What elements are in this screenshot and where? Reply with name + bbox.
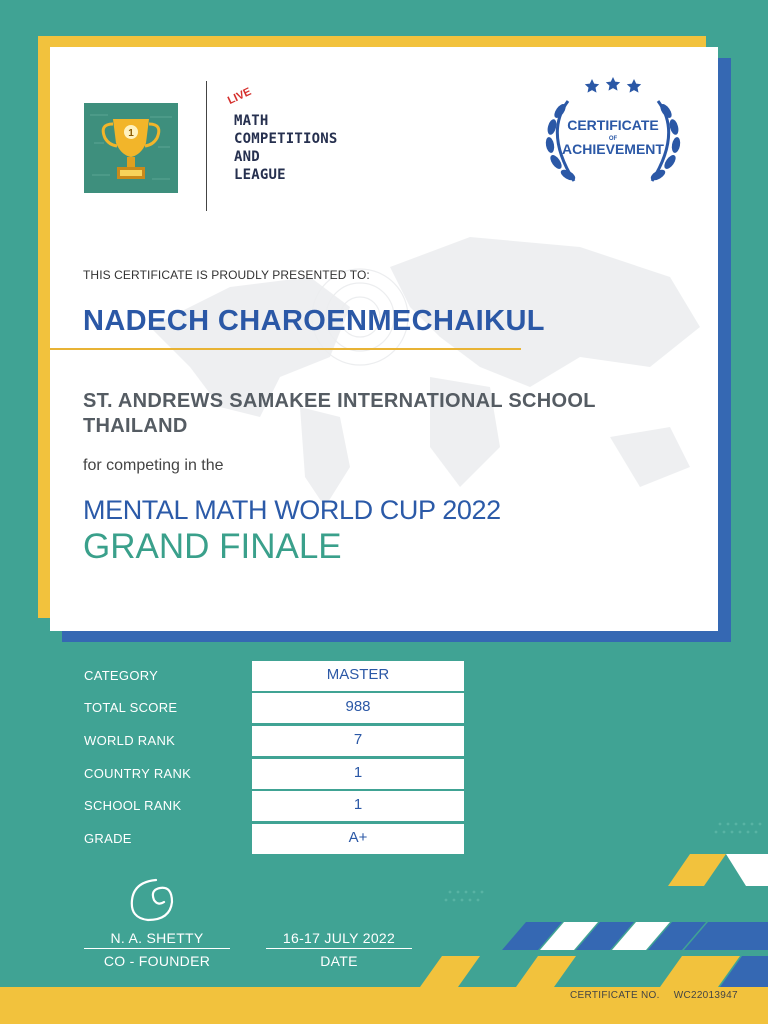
competing-text: for competing in the bbox=[83, 457, 224, 474]
date-label: DATE bbox=[320, 953, 358, 969]
signatory-divider bbox=[84, 948, 230, 949]
award-line-2: OF bbox=[608, 136, 618, 142]
achievement-badge bbox=[538, 73, 688, 197]
star-icons bbox=[585, 77, 641, 93]
stat-label-country-rank: COUNTRY RANK bbox=[84, 766, 192, 781]
student-name: NADECH CHAROENMECHAIKUL bbox=[83, 305, 545, 337]
league-line: LEAGUE bbox=[234, 167, 286, 183]
stat-label-category: CATEGORY bbox=[84, 668, 159, 683]
presented-to-text: THIS CERTIFICATE IS PROUDLY PRESENTED TO: bbox=[83, 268, 370, 282]
stat-label-total-score: TOTAL SCORE bbox=[84, 700, 178, 715]
stat-value-category: MASTER bbox=[252, 661, 464, 691]
stat-value-country-rank: 1 bbox=[252, 759, 464, 789]
signatory-role: CO - FOUNDER bbox=[103, 953, 211, 969]
stat-label-school-rank: SCHOOL RANK bbox=[84, 798, 182, 813]
league-line: COMPETITIONS bbox=[234, 131, 338, 147]
event-stage: GRAND FINALE bbox=[83, 527, 342, 566]
date-divider bbox=[266, 948, 412, 949]
decorative-shapes bbox=[420, 810, 768, 990]
league-name bbox=[234, 112, 338, 184]
world-map-watermark bbox=[110, 207, 718, 527]
event-date: 16-17 JULY 2022 bbox=[282, 930, 396, 946]
school-line-2: THAILAND bbox=[83, 415, 188, 437]
event-name: MENTAL MATH WORLD CUP 2022 bbox=[83, 495, 501, 525]
league-line: AND bbox=[234, 149, 260, 165]
certificate-number bbox=[570, 990, 738, 1001]
trophy-logo bbox=[84, 103, 178, 193]
school-name bbox=[83, 389, 596, 439]
live-tag: LIVE bbox=[225, 85, 254, 107]
stat-value-total-score: 988 bbox=[252, 693, 464, 723]
stat-value-school-rank: 1 bbox=[252, 791, 464, 821]
certificate-card bbox=[50, 47, 718, 631]
signature-mark bbox=[126, 874, 182, 926]
stat-label-world-rank: WORLD RANK bbox=[84, 733, 176, 748]
header-divider bbox=[206, 81, 207, 211]
signatory-name: N. A. SHETTY bbox=[110, 930, 204, 946]
certificate-number-label: CERTIFICATE NO. bbox=[570, 990, 660, 1001]
stat-label-grade: GRADE bbox=[84, 831, 132, 846]
stat-value-world-rank: 7 bbox=[252, 726, 464, 756]
school-line-1: ST. ANDREWS SAMAKEE INTERNATIONAL SCHOOL bbox=[83, 390, 596, 412]
award-line-1: CERTIFICATE bbox=[567, 117, 659, 133]
award-line-3: ACHIEVEMENT bbox=[562, 141, 664, 157]
certificate-number-value: WC22013947 bbox=[673, 990, 738, 1001]
stat-value-grade: A+ bbox=[252, 824, 464, 854]
trophy-rank: 1 bbox=[128, 128, 134, 139]
league-line: MATH bbox=[234, 113, 269, 129]
name-underline bbox=[50, 348, 521, 350]
